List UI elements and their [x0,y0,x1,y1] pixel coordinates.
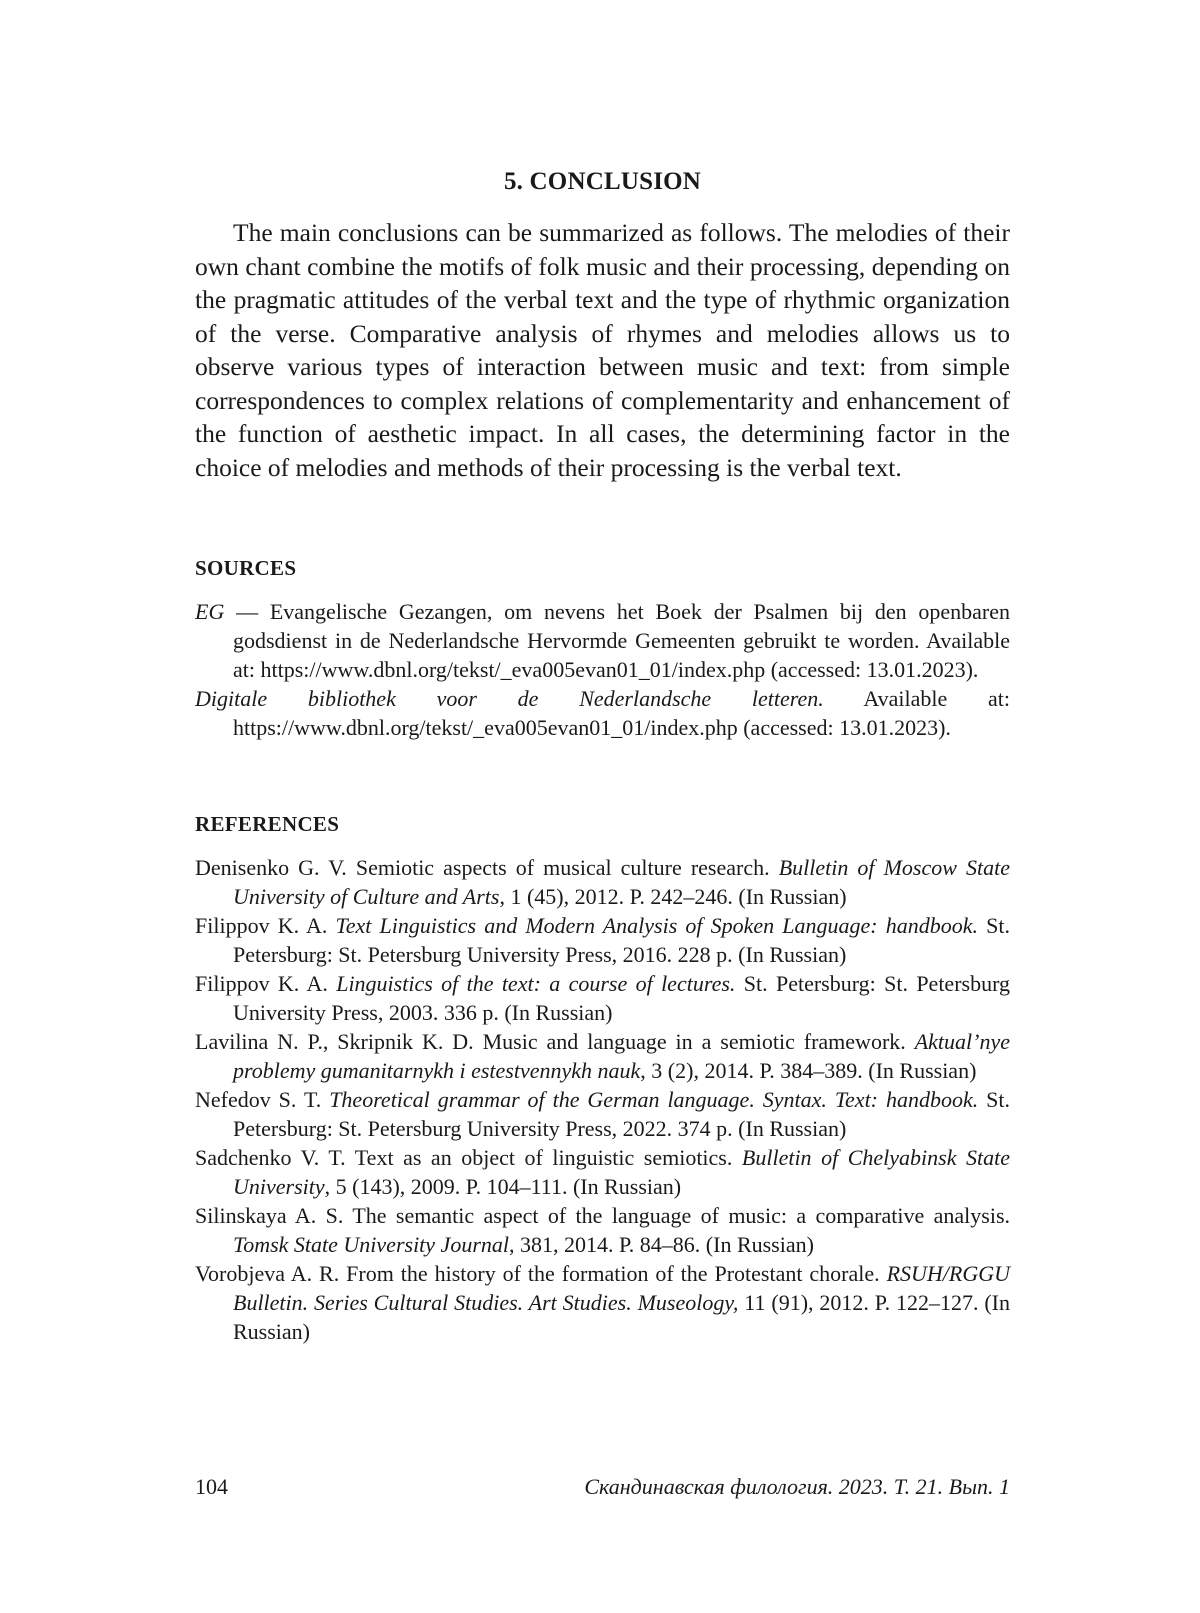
reference-author-title: Sadchenko V. T. Text as an object of linguistic semiotics. [195,1145,742,1170]
reference-entry [195,911,1010,969]
reference-publication: Bulletin of Chelyabinsk State University [233,1145,1010,1199]
reference-author-title: Denisenko G. V. Semiotic aspects of musical culture research. [195,855,779,880]
running-title: Скандинавская филология. 2023. Т. 21. Вып. 1 [584,1474,1010,1499]
source-text: — Evangelische Gezangen, om nevens het Boek der Psalmen bij den openbaren godsdienst in de Nederlandsche Hervormde Gemeenten gebruikt te worden. Available at: https://www.dbnl.org/tekst/_eva005evan01_01/index.php (accessed: 13.01.2023). [224,599,1010,682]
reference-details: 11 (91), 2012. P. 122–127. (In Russian) [233,1290,1010,1344]
conclusion-paragraph: The main conclusions can be summarized as follows. The melodies of their own chant combine the motifs of folk music and their processing, depending on the pragmatic attitudes of the verbal text and the type of rhythmic organization of the verse. Comparative analysis of rhymes and melodies allows us to observe various types of interaction between music and text: from simple correspondences to complex relations of complementarity and enhancement of the function of aesthetic impact. In all cases, the determining factor in the choice of melodies and methods of their processing is the verbal text. [195,218,1010,482]
references-heading: REFERENCES [195,812,340,836]
page-number: 104 [195,1474,228,1499]
reference-author-title: Silinskaya A. S. The semantic aspect of the language of music: a comparative analysis. [195,1203,1010,1228]
references-list [195,853,1010,1346]
reference-details: St. Petersburg: St. Petersburg University Press, 2022. 374 p. (In Russian) [233,1087,1010,1141]
reference-entry [195,969,1010,1027]
reference-details: , 1 (45), 2012. P. 242–246. (In Russian) [499,884,847,909]
reference-publication: Tomsk State University Journal [233,1232,509,1257]
reference-publication: Bulletin of Moscow State University of Culture and Arts [233,855,1010,909]
reference-author-title: Filippov K. A. [195,913,336,938]
reference-publication: RSUH/RGGU Bulletin. Series Cultural Studies. Art Studies. Museology, [233,1261,1010,1315]
reference-details: , 381, 2014. P. 84–86. (In Russian) [509,1232,814,1257]
reference-entry [195,853,1010,911]
reference-publication: Aktual’nye problemy gumanitarnykh i estestvennykh nauk [233,1029,1010,1083]
sources-heading: SOURCES [195,556,297,580]
source-text: Available at: https://www.dbnl.org/tekst/_eva005evan01_01/index.php (accessed: 13.01.2023). [233,686,1010,740]
reference-details: St. Petersburg: St. Petersburg University Press, 2016. 228 p. (In Russian) [233,913,1011,967]
reference-details: St. Petersburg: St. Petersburg University Press, 2003. 336 p. (In Russian) [233,971,1011,1025]
source-entry [195,597,1010,684]
reference-entry [195,1085,1010,1143]
reference-publication: Text Linguistics and Modern Analysis of Spoken Language: handbook. [335,913,979,938]
reference-author-title: Filippov K. A. [195,971,337,996]
reference-entry [195,1143,1010,1201]
reference-details: , 3 (2), 2014. P. 384–389. (In Russian) [640,1058,977,1083]
source-title: Digitale bibliothek voor de Nederlandsche letteren. [195,686,824,711]
source-entry [195,684,1010,742]
reference-author-title: Vorobjeva A. R. From the history of the formation of the Protestant chorale. [195,1261,887,1286]
reference-entry [195,1027,1010,1085]
reference-publication: Theoretical grammar of the German language. Syntax. Text: handbook. [329,1087,979,1112]
reference-author-title: Lavilina N. P., Skripnik K. D. Music and language in a semiotic framework. [195,1029,915,1054]
section-heading: 5. CONCLUSION [503,168,702,195]
reference-entry [195,1201,1010,1259]
reference-author-title: Nefedov S. T. [195,1087,330,1112]
source-abbreviation: EG [195,599,225,624]
sources-list [195,597,1010,742]
reference-publication: Linguistics of the text: a course of lectures. [336,971,736,996]
reference-details: , 5 (143), 2009. P. 104–111. (In Russian) [324,1174,682,1199]
reference-entry [195,1259,1010,1346]
